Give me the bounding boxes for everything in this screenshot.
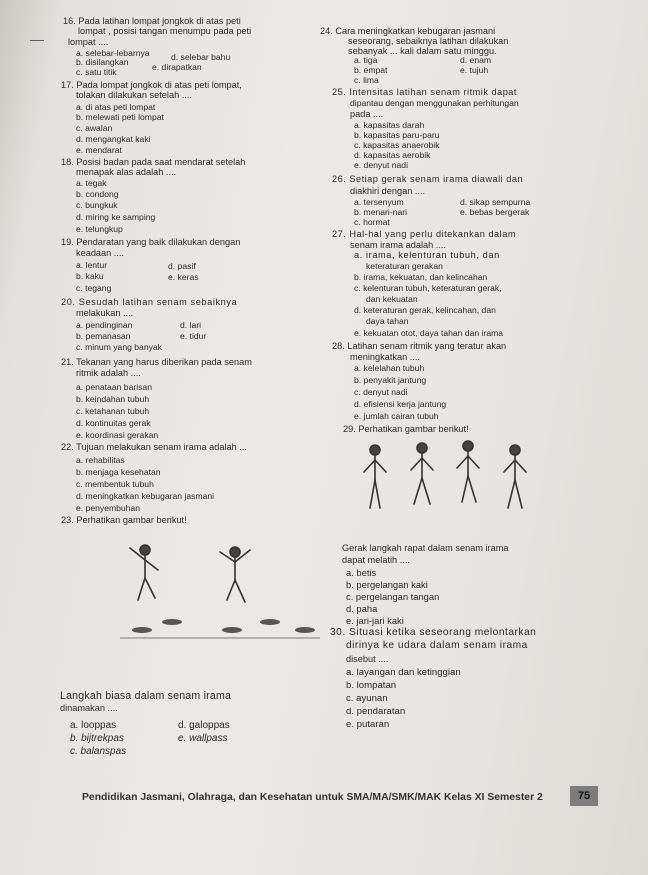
option-c[interactable]: c. minum yang banyak: [76, 342, 162, 352]
question-number: 21.: [61, 357, 74, 367]
question-number: 29.: [343, 424, 356, 434]
question-text: Setiap gerak senam irama diawali dan: [349, 174, 524, 184]
option-e[interactable]: e. denyut nadi: [354, 160, 408, 170]
option-c[interactable]: c. ayunan: [346, 693, 388, 704]
option-b[interactable]: b. menari-nari: [354, 207, 408, 217]
page-footer: Pendidikan Jasmani, Olahraga, dan Kesehatan untuk SMA/MA/SMK/MAK Kelas XI Semester 2: [82, 792, 543, 803]
option-a[interactable]: a. pendinginan: [76, 320, 133, 330]
question-number: 18.: [61, 157, 74, 167]
question-21: [61, 357, 252, 368]
option-d[interactable]: d. kontinuitas gerak: [76, 418, 151, 428]
question-text-line: ritmik adalah ....: [76, 368, 141, 378]
option-c[interactable]: c. tegang: [76, 283, 112, 293]
option-e[interactable]: e. koordinasi gerakan: [76, 430, 159, 440]
option-d[interactable]: d. paha: [346, 603, 378, 614]
question-text: Situasi ketika seseorang melontarkan: [349, 627, 537, 638]
option-b[interactable]: b. penyakit jantung: [354, 375, 427, 385]
option-d[interactable]: d. selebar bahu: [171, 52, 231, 62]
question-text-line: pada ....: [350, 109, 384, 119]
question-text: Tujuan melakukan senam irama adalah ...: [76, 442, 247, 452]
option-c[interactable]: c. balanspas: [70, 746, 127, 757]
question-text-line: menapak alas adalah ....: [76, 167, 177, 177]
question-number: 30.: [330, 627, 346, 638]
option-d[interactable]: d. miring ke samping: [76, 212, 156, 222]
option-b[interactable]: b. melewati peti lompat: [76, 112, 164, 122]
question-23: [61, 515, 187, 526]
option-b[interactable]: b. condong: [76, 189, 119, 199]
question-number: 25.: [332, 87, 347, 97]
option-b[interactable]: b. bijtrekpas: [70, 733, 124, 744]
question-text-line: senam irama adalah ....: [350, 240, 447, 250]
option-e[interactable]: e. jumlah cairan tubuh: [354, 411, 439, 421]
question-text-line: sebanyak ... kali dalam satu minggu.: [348, 46, 497, 56]
question-16: [63, 16, 241, 27]
option-b[interactable]: b. pergelangan kaki: [346, 579, 428, 590]
figure-1: [364, 445, 386, 508]
question-text-line: dipantau dengan menggunakan perhitungan: [350, 98, 519, 108]
q23-caption: Langkah biasa dalam senam irama: [60, 690, 232, 702]
option-d[interactable]: d. galoppas: [178, 720, 230, 731]
question-number: 17.: [61, 80, 74, 90]
option-a[interactable]: a. irama, kelenturan tubuh, dan: [354, 250, 500, 260]
option-e[interactable]: e. tidur: [180, 331, 207, 341]
option-e[interactable]: e. telungkup: [76, 224, 123, 234]
option-a[interactable]: a. layangan dan ketinggian: [346, 667, 461, 678]
question-text-line: diakhiri dengan ....: [350, 186, 426, 196]
question-text: Pada latihan lompat jongkok di atas peti: [78, 16, 241, 26]
question-number: 19.: [61, 237, 74, 247]
question-number: 28.: [332, 341, 345, 351]
question-18: [61, 157, 245, 168]
option-c-cont: dan kekuatan: [366, 294, 418, 304]
option-e[interactable]: e. penyembuhan: [76, 503, 141, 513]
option-e[interactable]: e. kekuatan otot, daya tahan dan irama: [354, 328, 504, 338]
option-e[interactable]: e. mendarat: [76, 145, 122, 155]
option-b[interactable]: b. keindahan tubuh: [76, 394, 150, 404]
option-c[interactable]: c. kelenturan tubuh, keteraturan gerak,: [354, 283, 502, 293]
question-text-line: tolakan dilakukan setelah ....: [76, 90, 192, 100]
option-a[interactable]: a. di atas peti lompat: [76, 102, 156, 112]
question-text: Latihan senam ritmik yang teratur akan: [347, 341, 507, 351]
option-c[interactable]: c. pergelangan tangan: [346, 591, 440, 602]
option-b[interactable]: b. irama, kekuatan, dan kelincahan: [354, 272, 488, 282]
option-d-cont: daya tahan: [366, 316, 409, 326]
question-text: Intensitas latihan senam ritmik dapat: [349, 87, 517, 97]
question-text: Tekanan yang harus diberikan pada senam: [76, 357, 252, 367]
option-b[interactable]: b. kaku: [76, 271, 104, 281]
option-d[interactable]: d. kapasitas aerobik: [354, 150, 431, 160]
option-d[interactable]: d. pasif: [168, 261, 196, 271]
option-c[interactable]: c. hormat: [354, 217, 390, 227]
option-e[interactable]: e. jari-jari kaki: [346, 615, 404, 626]
question-25: [332, 87, 517, 98]
option-e[interactable]: e. dirapatkan: [152, 62, 202, 72]
question-28: [332, 341, 506, 352]
question-number: 22.: [61, 442, 74, 452]
question-text-line: keadaan ....: [76, 248, 125, 258]
question-text: Perhatikan gambar berikut!: [358, 424, 469, 434]
option-c[interactable]: c. kapasitas anaerobik: [354, 140, 440, 150]
option-d[interactable]: d. lari: [180, 320, 202, 330]
option-a[interactable]: a. kelelahan tubuh: [354, 363, 425, 373]
option-c[interactable]: c. bungkuk: [76, 200, 118, 210]
option-b[interactable]: b. kapasitas paru-paru: [354, 130, 440, 140]
q23-dancer-illustration: [100, 530, 330, 640]
q23-caption-line: dinamakan ....: [60, 703, 118, 713]
question-number: 23.: [61, 515, 74, 525]
question-text-line: seseorang, sebaiknya latihan dilakukan: [348, 36, 509, 46]
question-24: [320, 26, 495, 37]
option-a[interactable]: a. kapasitas darah: [354, 120, 425, 130]
option-b[interactable]: b. disilangkan: [76, 57, 129, 67]
option-c[interactable]: c. awalan: [76, 123, 113, 133]
option-a[interactable]: a. lentur: [76, 260, 108, 270]
option-a-cont: keteraturan gerakan: [366, 261, 443, 271]
question-17: [61, 80, 242, 91]
question-22: [61, 442, 247, 453]
option-a[interactable]: a. betis: [346, 567, 377, 578]
question-text-line: lompat , posisi tangan menumpu pada peti: [78, 26, 252, 36]
option-d[interactable]: d. sikap sempurna: [460, 197, 531, 207]
option-d[interactable]: d. enam: [460, 55, 492, 65]
question-text-line: dirinya ke udara dalam senam irama: [346, 640, 528, 651]
option-a[interactable]: a. tersenyum: [354, 197, 404, 207]
option-e[interactable]: e. tujuh: [460, 65, 489, 75]
question-number: 26.: [332, 174, 347, 184]
question-26: [332, 174, 523, 185]
question-30: [330, 628, 536, 639]
question-number: 24.: [320, 26, 333, 36]
question-text: Sesudah latihan senam sebaiknya: [78, 297, 238, 307]
option-b[interactable]: b. pemanasan: [76, 331, 131, 341]
option-c[interactable]: c. satu titik: [76, 67, 117, 77]
page-number: 75: [570, 786, 598, 806]
option-a[interactable]: a. rehabilitas: [76, 455, 125, 465]
question-text-line: meningkatkan ....: [350, 352, 420, 362]
option-c[interactable]: c. ketahanan tubuh: [76, 406, 150, 416]
question-29: [343, 424, 469, 435]
question-number: 20.: [61, 297, 76, 307]
option-a[interactable]: a. penataan barisan: [76, 382, 152, 392]
option-b[interactable]: b. empat: [354, 65, 388, 75]
option-c[interactable]: c. denyut nadi: [354, 387, 408, 397]
option-d[interactable]: d. efisiensi kerja jantung: [354, 399, 447, 409]
option-c[interactable]: c. lima: [354, 75, 379, 85]
option-d[interactable]: d. pendaratan: [346, 706, 406, 717]
option-e[interactable]: e. putaran: [346, 719, 390, 730]
question-text: Perhatikan gambar berikut!: [76, 515, 187, 525]
option-a[interactable]: a. selebar-lebarnya: [76, 48, 150, 58]
question-text-line: lompat ....: [68, 37, 109, 47]
q29-caption: Gerak langkah rapat dalam senam irama: [342, 543, 509, 553]
question-number: 27.: [332, 229, 347, 239]
option-e[interactable]: e. bebas bergerak: [460, 207, 530, 217]
question-text-line: disebut ....: [346, 654, 389, 664]
option-c[interactable]: c. membentuk tubuh: [76, 479, 154, 489]
question-text: Hal-hal yang perlu ditekankan dalam: [349, 229, 516, 239]
option-d[interactable]: d. mengangkat kaki: [76, 134, 151, 144]
question-20: [61, 297, 237, 308]
question-19: [61, 237, 240, 248]
q29-caption-line: dapat melatih ....: [342, 555, 410, 565]
question-text-line: melakukan ....: [76, 308, 134, 318]
option-a[interactable]: a. tiga: [354, 55, 378, 65]
question-text: Posisi badan pada saat mendarat setelah: [76, 157, 246, 167]
option-e[interactable]: e. wallpass: [178, 733, 228, 744]
option-a[interactable]: a. tegak: [76, 178, 107, 188]
question-text: Cara meningkatkan kebugaran jasmani: [335, 26, 496, 36]
option-e[interactable]: e. keras: [168, 272, 199, 282]
pencil-mark: —: [30, 31, 44, 47]
option-b[interactable]: b. lompatan: [346, 680, 397, 691]
option-b[interactable]: b. menjaga kesehatan: [76, 467, 161, 477]
question-27: [332, 229, 516, 240]
q29-step-illustration: [350, 438, 550, 538]
option-d[interactable]: d. meningkatkan kebugaran jasmani: [76, 491, 215, 501]
option-a[interactable]: a. looppas: [70, 720, 117, 731]
question-number: 16.: [63, 16, 76, 26]
option-d[interactable]: d. keteraturan gerak, kelincahan, dan: [354, 305, 496, 315]
question-text: Pada lompat jongkok di atas peti lompat,: [76, 80, 242, 90]
question-text: Pendaratan yang baik dilakukan dengan: [76, 237, 241, 247]
